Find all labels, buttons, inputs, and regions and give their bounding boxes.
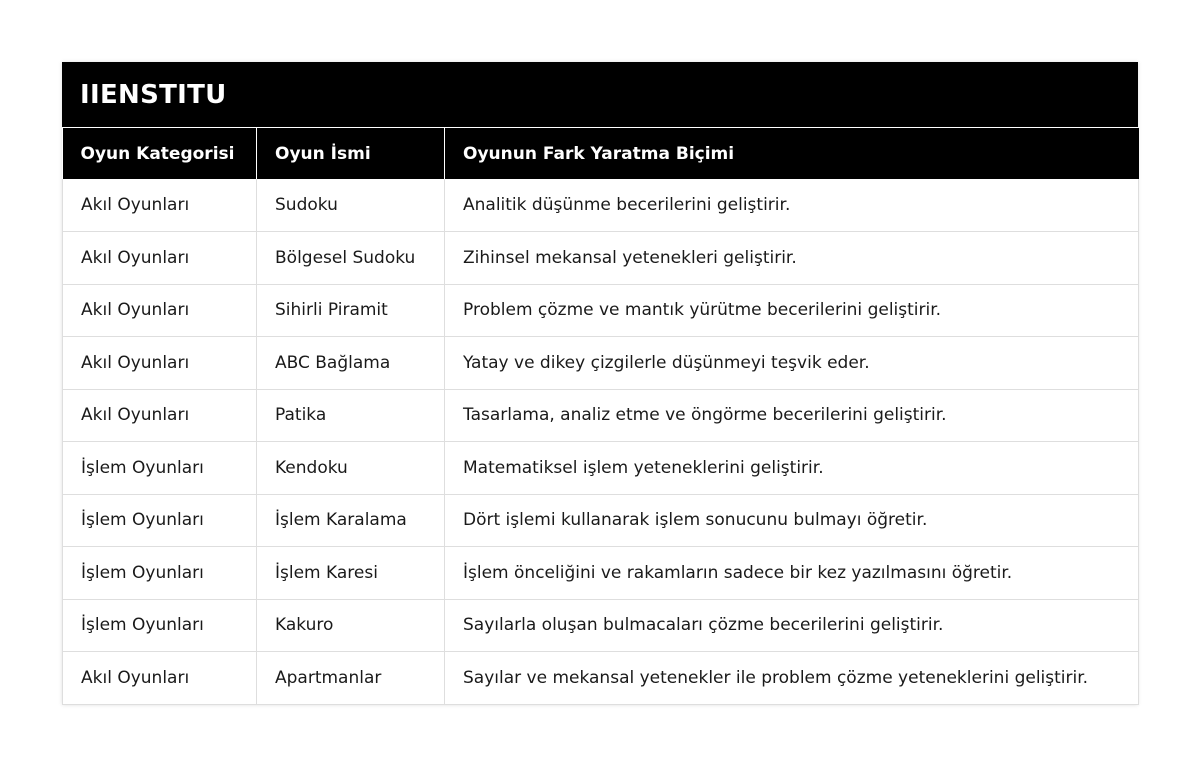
- cell-category: İşlem Oyunları: [63, 547, 257, 600]
- table-row: [63, 232, 1139, 285]
- cell-game-name: Bölgesel Sudoku: [257, 232, 445, 285]
- cell-category: İşlem Oyunları: [63, 442, 257, 495]
- cell-difference: Matematiksel işlem yeteneklerini geliştirir.: [445, 442, 1139, 495]
- cell-difference: Tasarlama, analiz etme ve öngörme becerilerini geliştirir.: [445, 389, 1139, 442]
- cell-game-name: Patika: [257, 389, 445, 442]
- cell-category: İşlem Oyunları: [63, 494, 257, 547]
- cell-difference: Yatay ve dikey çizgilerle düşünmeyi teşvik eder.: [445, 337, 1139, 390]
- cell-category: Akıl Oyunları: [63, 389, 257, 442]
- cell-difference: Problem çözme ve mantık yürütme becerilerini geliştirir.: [445, 284, 1139, 337]
- cell-category: Akıl Oyunları: [63, 179, 257, 232]
- table-row: [63, 442, 1139, 495]
- cell-game-name: Sudoku: [257, 179, 445, 232]
- cell-difference: Sayılar ve mekansal yetenekler ile problem çözme yeteneklerini geliştirir.: [445, 652, 1139, 705]
- table-header: [63, 128, 1139, 179]
- cell-game-name: Kakuro: [257, 599, 445, 652]
- column-header-game-name: Oyun İsmi: [257, 128, 445, 179]
- cell-game-name: Sihirli Piramit: [257, 284, 445, 337]
- cell-category: Akıl Oyunları: [63, 337, 257, 390]
- table-row: [63, 599, 1139, 652]
- cell-category: İşlem Oyunları: [63, 599, 257, 652]
- cell-category: Akıl Oyunları: [63, 652, 257, 705]
- table-row: [63, 652, 1139, 705]
- brand-title: IIENSTITU: [80, 79, 227, 110]
- column-header-difference: Oyunun Fark Yaratma Biçimi: [445, 128, 1139, 179]
- table-row: [63, 389, 1139, 442]
- table-row: [63, 284, 1139, 337]
- cell-game-name: Kendoku: [257, 442, 445, 495]
- table-row: [63, 179, 1139, 232]
- cell-category: Akıl Oyunları: [63, 284, 257, 337]
- cell-difference: Analitik düşünme becerilerini geliştirir.: [445, 179, 1139, 232]
- cell-difference: Sayılarla oluşan bulmacaları çözme becerilerini geliştirir.: [445, 599, 1139, 652]
- table-row: [63, 337, 1139, 390]
- cell-game-name: ABC Bağlama: [257, 337, 445, 390]
- table-row: [63, 494, 1139, 547]
- brand-header: [62, 62, 1138, 128]
- games-table-card: [62, 62, 1138, 705]
- cell-category: Akıl Oyunları: [63, 232, 257, 285]
- cell-game-name: İşlem Karalama: [257, 494, 445, 547]
- table-row: [63, 547, 1139, 600]
- cell-game-name: İşlem Karesi: [257, 547, 445, 600]
- table-body: [63, 179, 1139, 704]
- cell-difference: İşlem önceliğini ve rakamların sadece bir kez yazılmasını öğretir.: [445, 547, 1139, 600]
- cell-game-name: Apartmanlar: [257, 652, 445, 705]
- column-header-category: Oyun Kategorisi: [63, 128, 257, 179]
- games-table: [62, 128, 1139, 705]
- header-row: [63, 128, 1139, 179]
- cell-difference: Dört işlemi kullanarak işlem sonucunu bulmayı öğretir.: [445, 494, 1139, 547]
- cell-difference: Zihinsel mekansal yetenekleri geliştirir.: [445, 232, 1139, 285]
